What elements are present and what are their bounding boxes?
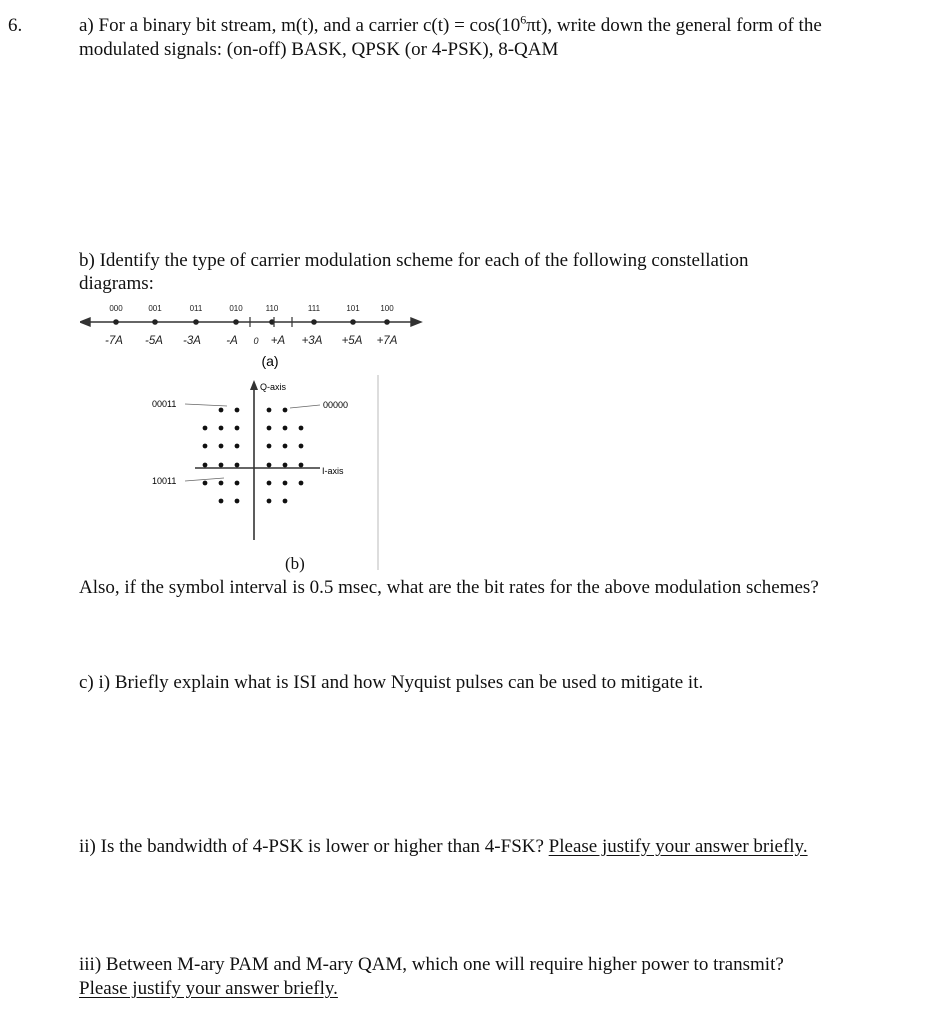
- part-b-line2: diagrams:: [79, 273, 154, 294]
- part-c-iii-line1: iii) Between M-ary PAM and M-ary QAM, which one will require higher power to transmit?: [79, 954, 784, 975]
- q-axis-arrow-icon: [250, 380, 258, 390]
- constellation-point: [219, 408, 224, 413]
- constellation-point: [219, 444, 224, 449]
- part-c-ii-text: ii) Is the bandwidth of 4-PSK is lower or higher than 4-FSK?: [79, 836, 549, 857]
- caption-b: (b): [285, 554, 305, 573]
- constellation-point: [235, 426, 240, 431]
- constellation-point: [152, 319, 158, 325]
- amplitude-label: -3A: [183, 335, 201, 347]
- callout-10011-leader: [185, 478, 224, 481]
- constellation-point: [219, 499, 224, 504]
- constellation-point: [350, 319, 356, 325]
- constellation-point: [283, 463, 288, 468]
- part-c-ii: [79, 835, 808, 859]
- constellation-point: [219, 481, 224, 486]
- amplitude-labels: [105, 335, 398, 347]
- amplitude-label: -5A: [145, 335, 163, 347]
- part-c-i: c) i) Briefly explain what is ISI and how Nyquist pulses can be used to mitigate it.: [79, 672, 704, 693]
- constellation-point: [233, 319, 239, 325]
- constellation-point: [235, 481, 240, 486]
- i-axis-label: I-axis: [322, 466, 344, 476]
- constellation-point: [384, 319, 390, 325]
- caption-a: (a): [261, 353, 279, 369]
- constellation-point: [267, 463, 272, 468]
- callout-00011: 00011: [152, 399, 177, 409]
- constellation-point: [299, 426, 304, 431]
- constellation-point: [311, 319, 317, 325]
- constellation-point: [267, 426, 272, 431]
- constellation-point: [219, 463, 224, 468]
- bit-labels: [109, 304, 394, 313]
- q-axis-label: Q-axis: [260, 382, 287, 392]
- callout-00000-leader: [290, 405, 320, 408]
- constellation-point: [203, 444, 208, 449]
- bit-label: 111: [307, 304, 321, 313]
- callout-10011: 10011: [152, 476, 177, 486]
- constellation-point: [219, 426, 224, 431]
- constellation-point: [267, 481, 272, 486]
- constellation-point: [235, 499, 240, 504]
- exponent: 6: [520, 12, 527, 27]
- bit-label: 000: [109, 304, 123, 313]
- amplitude-label: +3A: [301, 335, 323, 347]
- bit-label: 100: [380, 304, 394, 313]
- part-a-line1-post: πt), write down the general form of the: [526, 15, 822, 36]
- constellation-point: [193, 319, 199, 325]
- bit-label: 011: [189, 304, 203, 313]
- constellation-point: [267, 408, 272, 413]
- constellation-point: [267, 444, 272, 449]
- question-number: 6.: [8, 15, 23, 36]
- constellation-figure-a: [80, 300, 440, 375]
- constellation-point: [283, 408, 288, 413]
- part-a-line1: [79, 14, 822, 38]
- arrow-right-icon: [411, 318, 421, 326]
- constellation-point: [299, 481, 304, 486]
- bit-label: 010: [229, 304, 243, 313]
- callout-00011-leader: [185, 404, 227, 406]
- constellation-point: [283, 444, 288, 449]
- part-b-line1: b) Identify the type of carrier modulation scheme for each of the following constellation: [79, 250, 749, 271]
- bit-label: 101: [346, 304, 360, 313]
- part-a-line2: modulated signals: (on-off) BASK, QPSK (or 4-PSK), 8-QAM: [79, 39, 559, 60]
- constellation-point: [283, 481, 288, 486]
- amplitude-label: -A: [226, 335, 238, 347]
- constellation-point: [283, 426, 288, 431]
- amplitude-label: +5A: [341, 335, 363, 347]
- part-a-line1-pre: a) For a binary bit stream, m(t), and a carrier c(t) = cos(10: [79, 15, 521, 36]
- bit-label: 001: [148, 304, 162, 313]
- constellation-figure-b: [140, 370, 380, 570]
- constellation-point: [299, 463, 304, 468]
- callout-00000: 00000: [323, 400, 349, 410]
- constellation-point: [203, 481, 208, 486]
- constellation-point: [299, 444, 304, 449]
- part-b-followup: Also, if the symbol interval is 0.5 msec, what are the bit rates for the above modulation schemes?: [79, 577, 819, 598]
- constellation-point: [235, 444, 240, 449]
- amplitude-label: +A: [270, 335, 286, 347]
- amplitude-label: 0: [253, 336, 259, 346]
- bit-label: 110: [265, 304, 279, 313]
- amplitude-label: -7A: [105, 335, 123, 347]
- constellation-point: [283, 499, 288, 504]
- arrow-left-icon: [80, 318, 90, 326]
- part-c-iii-line2: Please justify your answer briefly.: [79, 978, 338, 999]
- constellation-point: [235, 463, 240, 468]
- amplitude-label: +7A: [376, 335, 398, 347]
- constellation-points-b: [203, 408, 304, 504]
- constellation-point: [113, 319, 119, 325]
- constellation-point: [235, 408, 240, 413]
- constellation-point: [267, 499, 272, 504]
- constellation-point: [203, 463, 208, 468]
- constellation-point: [203, 426, 208, 431]
- part-c-ii-underlined: Please justify your answer briefly.: [548, 836, 808, 857]
